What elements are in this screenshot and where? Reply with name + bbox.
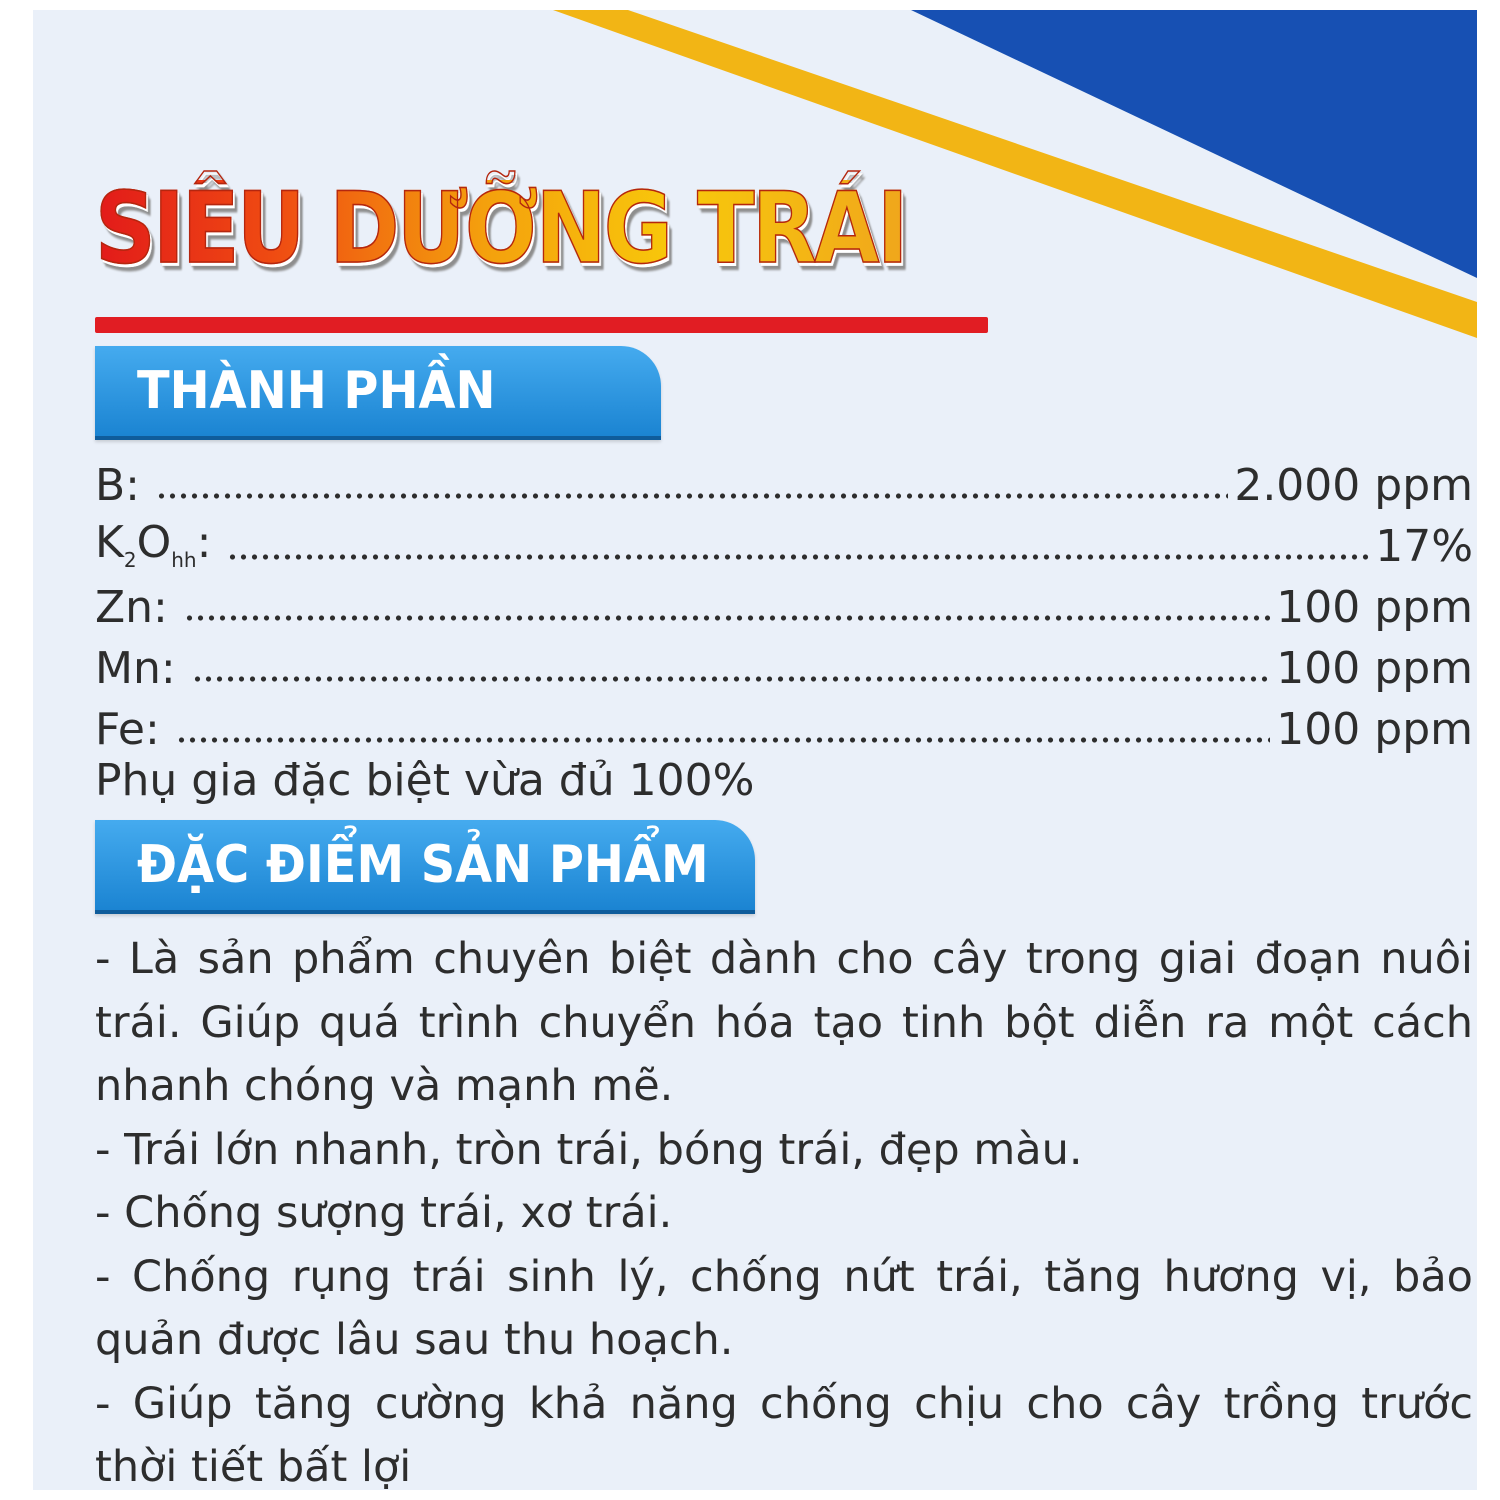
ingredient-name: Zn: (95, 582, 168, 633)
ingredient-value: 17% (1375, 521, 1473, 572)
composition-heading: THÀNH PHẦN (137, 361, 496, 421)
dot-leader (176, 737, 1271, 743)
ingredient-row (95, 511, 1473, 572)
ingredient-name (95, 517, 211, 572)
ingredient-name: B: (95, 460, 141, 511)
dot-leader (227, 554, 1369, 560)
feature-item: - Trái lớn nhanh, tròn trái, bóng trái, đẹp màu. (95, 1124, 1083, 1175)
ingredient-row (95, 450, 1473, 511)
composition-header (95, 346, 661, 440)
ingredient-name: Mn: (95, 643, 176, 694)
ingredient-row (95, 572, 1473, 633)
ingredient-value: 100 ppm (1276, 582, 1473, 633)
features-header (95, 820, 755, 914)
ingredient-row (95, 633, 1473, 694)
feature-item: - Chống rụng trái sinh lý, chống nứt trái, tăng hương vị, bảo quản được lâu sau thu hoạch. (95, 1251, 1473, 1365)
formula-k: K (95, 517, 124, 569)
features-heading: ĐẶC ĐIỂM SẢN PHẨM (137, 835, 709, 895)
dot-leader (156, 493, 1228, 499)
ingredient-value: 100 ppm (1276, 643, 1473, 694)
product-label (33, 10, 1477, 1490)
dot-leader (192, 676, 1271, 682)
ingredient-name: Fe: (95, 704, 160, 755)
ingredient-row (95, 694, 1473, 755)
ingredient-value: 2.000 ppm (1234, 460, 1473, 511)
ingredient-value: 100 ppm (1276, 704, 1473, 755)
title-underline (95, 317, 988, 333)
feature-list (95, 928, 1473, 1490)
formula-subscript: 2 (123, 548, 137, 572)
feature-item: - Chống sượng trái, xơ trái. (95, 1188, 673, 1238)
product-title: SIÊU DƯỠNG TRÁI (95, 172, 906, 286)
additive-note: Phụ gia đặc biệt vừa đủ 100% (95, 755, 755, 806)
formula-subscript: hh (171, 548, 197, 572)
dot-leader (184, 615, 1270, 621)
feature-item: - Là sản phẩm chuyên biệt dành cho cây trong giai đoạn nuôi trái. Giúp quá trình chuyển hóa tạo tinh bột diễn ra một cách nhanh chóng và mạnh mẽ. (95, 934, 1473, 1111)
feature-item: - Giúp tăng cường khả năng chống chịu cho cây trồng trước thời tiết bất lợi (95, 1378, 1473, 1490)
formula-o: O (136, 517, 172, 569)
ingredient-list (95, 450, 1473, 755)
formula-colon: : (196, 517, 212, 569)
